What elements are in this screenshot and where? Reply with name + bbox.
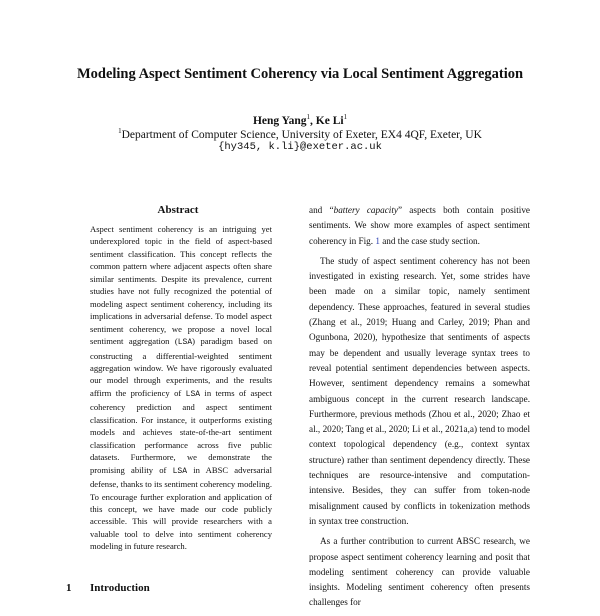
- paragraph-text: and the case study section.: [379, 235, 480, 246]
- lsa-term: LSA: [185, 389, 201, 399]
- abstract-text: ) paradigm based on constructing a differential-weighted sentiment aggregation window. We have rigorously evaluated our model through experiments, and the results affirm the proficiency of: [90, 336, 272, 398]
- author-name: , Ke Li: [310, 114, 344, 127]
- abstract-text: Aspect sentiment coherency is an intriguing yet underexplored topic in the field of aspect-based sentiment classification. This concept reflects the common pattern where adjacent aspects often share similar sentiments. Despite its prevalence, current studies have not fully recognized the potential of modeling aspect sentiment coherency, including its implications in adversarial defense. To model aspect sentiment coherency, we propose a novel local sentiment aggregation (: [90, 224, 272, 347]
- lsa-term: LSA: [177, 338, 193, 348]
- figure-reference-link[interactable]: 1: [375, 235, 380, 246]
- paragraph: The study of aspect sentiment coherency has not been investigated in existing research. Yet, some strides have been made on a similar topic, namely sentiment dependency. These approaches, featured in several studies (Zhang et al., 2019; Huang and Carley, 2019; Phan and Ogunbona, 2020), hypothesize that sentiments of aspects may be dependent and usually leverage syntax trees to reveal potential sentiment dependencies between aspects. However, sentiment dependency remains a somewhat ambiguous concept in the current research landscape. Furthermore, previous methods (Zhou et al., 2020; Zhao et al., 2020; Tang et al., 2020; Li et al., 2021a,a) tend to model context topological dependency (e.g., context syntax structure) rather than sentiment dependency directly. These techniques are resource-intensive and computation-intensive. Besides, they can suffer from token-node misalignment caused by conflicts in tokenization methods in syntax tree construction.: [309, 255, 530, 526]
- paper-title: Modeling Aspect Sentiment Coherency via Local Sentiment Aggregation: [76, 66, 524, 82]
- paragraph-text: ” aspects both contain positive sentiments. We show more examples of aspect sentiment coherency in Fig.: [309, 205, 531, 246]
- lsa-term: LSA: [172, 466, 188, 476]
- affiliation-text: Department of Computer Science, University of Exeter, EX4 4QF, Exeter, UK: [121, 128, 482, 141]
- paragraph: As a further contribution to current ABSC research, we propose aspect sentiment coherency learning and posit that modeling sentiment coherency can provide valuable insights. Modeling sentiment coherency often presents challenges for: [309, 536, 530, 608]
- affiliation: [0, 127, 600, 141]
- paragraph: [309, 203, 530, 249]
- author-name: Heng Yang: [252, 114, 307, 127]
- author-line: [0, 113, 600, 127]
- author-email: {hy345, k.li}@exeter.ac.uk: [218, 141, 382, 153]
- section-number: 1: [66, 582, 72, 594]
- author-superscript: 1: [343, 113, 348, 121]
- abstract-text: in ABSC adversarial defense, thanks to its sentiment coherency modeling. To encourage further exploration and application of this concept, we have made our code publicly accessible. This will provide researchers with a valuable tool to delve into sentiment coherency modeling in future research.: [90, 464, 272, 552]
- abstract-text: in terms of aspect coherency prediction and aspect sentiment classification. For instance, it outperforms existing models and achieves state-of-the-art sentiment classification performance across five public datasets. Furthermore, we demonstrate the promising ability of: [90, 387, 272, 475]
- paragraph-text: and “: [309, 205, 334, 215]
- author-superscript: 1: [306, 113, 311, 121]
- affiliation-superscript: 1: [118, 127, 122, 135]
- right-column-text: [309, 203, 530, 616]
- section-heading-introduction: [66, 582, 150, 594]
- section-title: Introduction: [90, 582, 150, 594]
- abstract-body: [90, 223, 272, 553]
- abstract-heading: Abstract: [157, 204, 199, 216]
- italic-term: battery capacity: [333, 205, 398, 215]
